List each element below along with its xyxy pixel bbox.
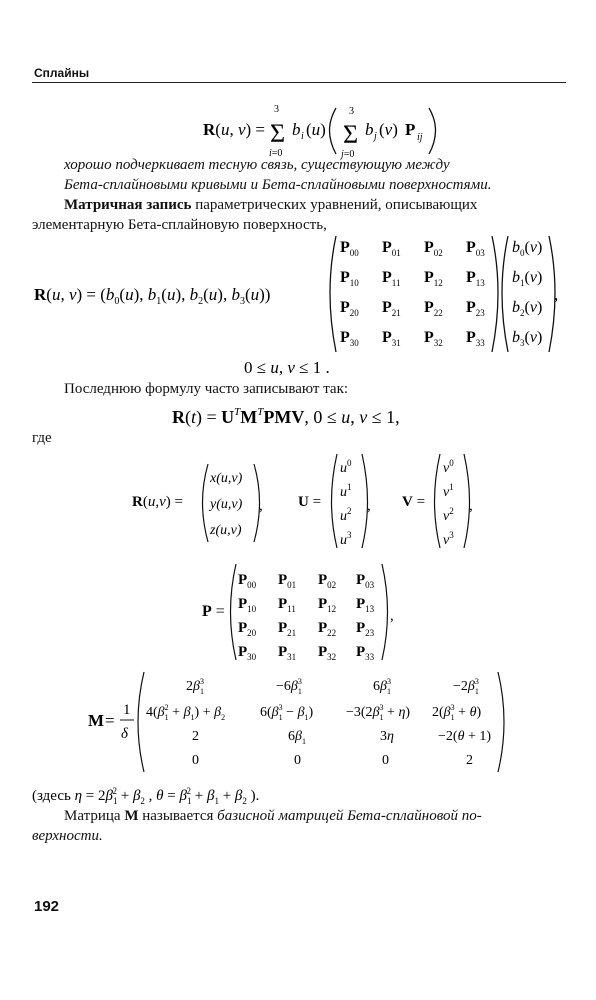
svg-text:P23: $P_{23}$ bbox=[466, 299, 485, 318]
header-rule bbox=[32, 82, 566, 83]
paragraph-line: хорошо подчеркивает тесную связь, существующую между bbox=[64, 157, 450, 173]
svg-text:P11: $P_{11}$ bbox=[278, 596, 296, 614]
svg-text:b: b bbox=[292, 120, 301, 139]
svg-text:v1: $v^1$ bbox=[443, 482, 454, 500]
svg-text:P31: $P_{31}$ bbox=[278, 644, 297, 662]
svg-text:P00: $P_{00}$ bbox=[340, 239, 359, 258]
svg-text:P12: $P_{12}$ bbox=[424, 269, 443, 288]
svg-text:δ: δ bbox=[121, 726, 128, 742]
svg-text:P33: $P_{33}$ bbox=[466, 329, 485, 348]
svg-text:,: , bbox=[259, 498, 263, 514]
svg-text:Σ: Σ bbox=[343, 120, 359, 149]
svg-text:P20: $P_{20}$ bbox=[340, 299, 359, 318]
svg-text:P21: $P_{21}$ bbox=[382, 299, 401, 318]
svg-text:=: = bbox=[105, 711, 115, 730]
svg-text:V =: V = bbox=[402, 494, 426, 510]
svg-text:0: 0 bbox=[192, 753, 199, 768]
svg-text:2: 2 bbox=[192, 729, 199, 744]
svg-text:,: , bbox=[554, 285, 559, 304]
svg-text:3: 3 bbox=[274, 104, 279, 115]
svg-text:v2: $v^2$ bbox=[443, 506, 454, 524]
svg-text:,: , bbox=[469, 498, 473, 514]
svg-text:(v): (v) bbox=[379, 120, 398, 139]
svg-text:P30: $P_{30}$ bbox=[238, 644, 257, 662]
svg-text:2β13: $2\beta_13$ bbox=[186, 677, 204, 696]
svg-text:i: i bbox=[301, 131, 304, 142]
svg-text:0: 0 bbox=[294, 753, 301, 768]
svg-text:−6β13: $-6\beta_13$ bbox=[276, 677, 302, 696]
paragraph-line: где bbox=[32, 430, 52, 446]
svg-text:P01: $P_{01}$ bbox=[382, 239, 401, 258]
svg-text:−2β13: $-2\beta_13$ bbox=[453, 677, 479, 696]
svg-text:P12: $P_{12}$ bbox=[318, 596, 337, 614]
formula-sum bbox=[195, 100, 455, 162]
svg-text:ij: ij bbox=[417, 132, 423, 143]
svg-text:P03: $P_{03}$ bbox=[356, 572, 375, 590]
svg-text:P10: $P_{10}$ bbox=[238, 596, 257, 614]
svg-text:P20: $P_{20}$ bbox=[238, 620, 257, 638]
svg-text:P21: $P_{21}$ bbox=[278, 620, 297, 638]
bold-term: M bbox=[124, 808, 139, 824]
page-number: 192 bbox=[34, 898, 60, 915]
formula-condition bbox=[240, 355, 360, 379]
svg-text:P11: $P_{11}$ bbox=[382, 269, 401, 288]
svg-text:b0(v): $b_0(v)$ bbox=[512, 239, 543, 258]
paragraph-text: называется bbox=[138, 808, 218, 824]
svg-text:4(β12 + β1) + β2: $4(\beta_12 + \beta_1) + \beta_2$ bbox=[146, 703, 226, 722]
svg-text:6β1: $6\beta_1$ bbox=[288, 729, 306, 746]
svg-text:P10: $P_{10}$ bbox=[340, 269, 359, 288]
svg-text:b1(v): $b_1(v)$ bbox=[512, 269, 543, 288]
paragraph-text: параметрических уравнений, описывающих bbox=[191, 197, 478, 213]
svg-text:i=0: i=0 bbox=[269, 148, 283, 159]
svg-text:0 ≤ u, v ≤ 1 .: 0 ≤ u, v ≤ 1 . bbox=[244, 358, 330, 377]
svg-text:y(u,v): y(u,v) bbox=[210, 497, 243, 512]
bold-term: Матричная запись bbox=[64, 197, 192, 213]
svg-text:b3(v): $b_3(v)$ bbox=[512, 329, 543, 348]
svg-text:P13: $P_{13}$ bbox=[466, 269, 485, 288]
svg-text:u2: $u^2$ bbox=[340, 506, 352, 524]
paragraph-line: элементарную Бета-сплайновую поверхность, bbox=[32, 217, 327, 233]
svg-text:u0: $u^0$ bbox=[340, 458, 352, 476]
formula-compact bbox=[168, 402, 428, 430]
svg-text:R(t) = UTMTPMV, 0 ≤ u, v ≤: $R(t) = U^TM^TPMV$, 0 ≤ u, v ≤ 1, bbox=[172, 406, 400, 427]
svg-text:P02: $P_{02}$ bbox=[424, 239, 443, 258]
svg-text:R(u, v) = (b0(u), b1(u), b2(: R(u, $v) = (b_0(u)$, $b_1(u)$, $b_2(u)$, $b_3(u)$) bbox=[34, 285, 271, 307]
svg-text:P30: $P_{30}$ bbox=[340, 329, 359, 348]
paragraph-line: Бета-сплайновыми кривыми и Бета-сплайновыми поверхностями. bbox=[64, 177, 492, 193]
svg-text:P22: $P_{22}$ bbox=[424, 299, 443, 318]
svg-text:u3: $u^3$ bbox=[340, 530, 352, 548]
svg-text:P01: $P_{01}$ bbox=[278, 572, 297, 590]
svg-text:6β13: $6\beta_13$ bbox=[373, 677, 391, 696]
svg-text:,: , bbox=[390, 608, 394, 624]
svg-text:3: 3 bbox=[349, 106, 354, 117]
svg-text:b: b bbox=[365, 120, 374, 139]
svg-text:P13: $P_{13}$ bbox=[356, 596, 375, 614]
svg-text:6(β13 − β1): $6(\beta_13 - \beta_1)$ bbox=[260, 703, 314, 722]
svg-text:P32: $P_{32}$ bbox=[424, 329, 443, 348]
svg-text:u1: $u^1$ bbox=[340, 482, 352, 500]
svg-text:−3(2β13 + η): $-3(2\beta_13 + \eta)$ bbox=[346, 703, 411, 722]
formula-m-matrix bbox=[88, 668, 518, 778]
svg-text:0: 0 bbox=[382, 753, 389, 768]
italic-term: базисной матрицей Бета-сплайновой по- bbox=[217, 808, 482, 824]
paragraph-line: Последнюю формулу часто записывают так: bbox=[64, 381, 349, 397]
svg-text:x(u,v): x(u,v) bbox=[210, 471, 243, 486]
svg-text:,: , bbox=[367, 498, 371, 514]
formula-p-matrix bbox=[200, 560, 420, 664]
running-header: Сплайны bbox=[34, 66, 90, 80]
svg-text:P23: $P_{23}$ bbox=[356, 620, 375, 638]
svg-text:M: M bbox=[88, 711, 105, 730]
svg-text:P: P bbox=[405, 120, 416, 139]
svg-text:P31: $P_{31}$ bbox=[382, 329, 401, 348]
svg-text:z(u,v): z(u,v) bbox=[210, 523, 242, 538]
svg-text:3η: 3η bbox=[380, 729, 394, 744]
svg-text:P =: P = bbox=[202, 603, 225, 620]
svg-text:P33: $P_{33}$ bbox=[356, 644, 375, 662]
formula-definitions bbox=[30, 782, 350, 808]
svg-text:v0: $v^0$ bbox=[443, 458, 454, 476]
svg-text:R(u,v) =: R(u,v) = bbox=[132, 494, 183, 510]
svg-text:U =: U = bbox=[298, 494, 322, 510]
svg-text:P00: $P_{00}$ bbox=[238, 572, 257, 590]
paragraph-line bbox=[64, 808, 482, 825]
svg-text:P22: $P_{22}$ bbox=[318, 620, 337, 638]
formula-matrix-form bbox=[34, 228, 574, 358]
svg-text:−2(θ + 1): −2(θ + 1) bbox=[438, 729, 492, 744]
svg-text:1: 1 bbox=[123, 702, 131, 718]
svg-text:P03: $P_{03}$ bbox=[466, 239, 485, 258]
svg-text:(здесь η = 2β12 + β2 , θ = β1: (здесь $\eta = 2\beta_12 + \beta_2$ , $\theta = \beta_12 + \beta_1 + \beta_2$ ). bbox=[32, 786, 260, 806]
svg-text:2(β13 + θ): $2(\beta_13 + \theta)$ bbox=[432, 703, 482, 722]
paragraph-line bbox=[64, 197, 477, 214]
svg-text:P32: $P_{32}$ bbox=[318, 644, 337, 662]
svg-text:v3: $v^3$ bbox=[443, 530, 454, 548]
svg-text:2: 2 bbox=[466, 753, 473, 768]
svg-text:j: j bbox=[374, 131, 377, 142]
paragraph-line: верхности. bbox=[32, 828, 103, 844]
svg-text:P02: $P_{02}$ bbox=[318, 572, 337, 590]
svg-text:b2(v): $b_2(v)$ bbox=[512, 299, 543, 318]
svg-text:(u): (u) bbox=[306, 120, 326, 139]
formula-vectors bbox=[130, 452, 490, 552]
svg-text:j=0: j=0 bbox=[341, 149, 355, 160]
svg-text:R(u, v) =: R(u, v) = bbox=[203, 120, 265, 139]
paragraph-text: Матрица bbox=[64, 808, 125, 824]
svg-text:Σ: Σ bbox=[270, 119, 286, 148]
